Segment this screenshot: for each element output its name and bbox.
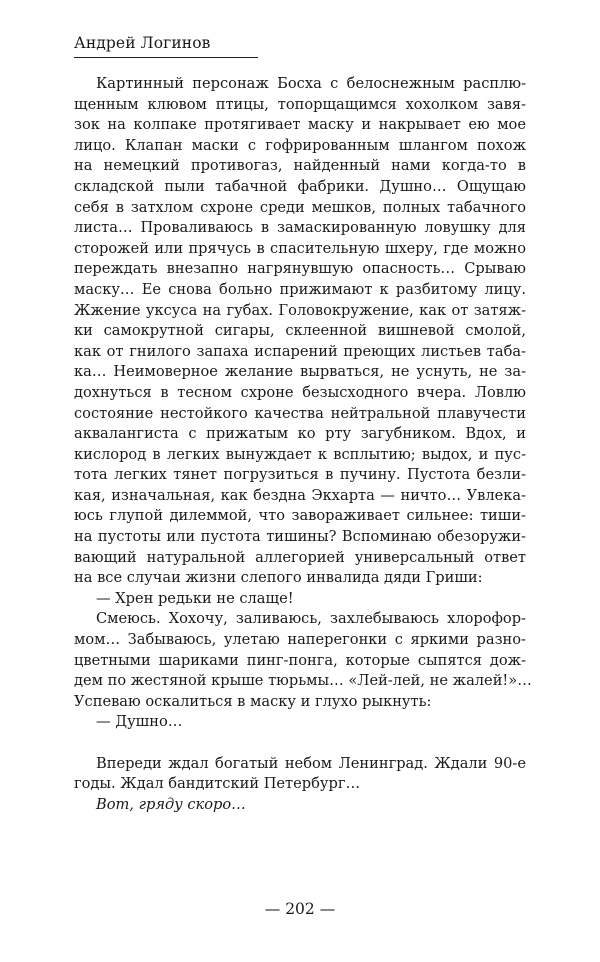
text-line: на немецкий противогаз, найденный нами когда-то в xyxy=(74,157,526,175)
text-line: Смеюсь. Хохочу, заливаюсь, захлебываюсь хлорофор- xyxy=(96,610,526,628)
text-line: лицо. Клапан маски с гофрированным шлангом похож xyxy=(74,136,526,154)
text-line: ка… Неимоверное желание вырваться, не уснуть, не за- xyxy=(74,363,526,381)
text-line: сторожей или прячусь в спасительную шхеру, где можно xyxy=(74,239,526,257)
dialogue-line: — Хрен редьки не слаще! xyxy=(96,589,294,607)
text-line: щенным клювом птицы, топорщащимся хохолком завя- xyxy=(74,95,526,113)
text-line: зок на колпаке протягивает маску и накрывает ею мое xyxy=(74,116,526,134)
text-line: кая, изначальная, как бездна Экхарта — ничто… Увлека- xyxy=(74,486,526,504)
text-line: Впереди ждал богатый небом Ленинград. Ждали 90-е xyxy=(96,754,526,772)
text-line: себя в затхлом схроне среди мешков, полных табачного xyxy=(74,198,526,216)
text-line: мом… Забываюсь, улетаю наперегонки с яркими разно- xyxy=(74,631,526,649)
text-line: листа… Проваливаюсь в замаскированную ловушку для xyxy=(74,219,526,237)
paragraph-3 xyxy=(74,609,532,712)
paragraph-5 xyxy=(74,754,526,795)
text-line: складской пыли табачной фабрики. Душно… Ощущаю xyxy=(74,177,526,195)
text-line: на пустоты или пустота тишины? Вспоминаю обезоружи- xyxy=(74,528,526,546)
paragraph-6-italic xyxy=(74,795,526,816)
paragraph-2-dialogue xyxy=(74,589,526,610)
text-line: кислород в легких вынуждает к всплытию; выдох, и пус- xyxy=(74,445,526,463)
text-line: ки самокрутной сигары, склеенной вишневой смолой, xyxy=(74,322,526,340)
text-line: состояние нестойкого качества нейтральной плавучести xyxy=(74,404,526,422)
text-line: аквалангиста с прижатым ко рту загубником. Вдох, и xyxy=(74,425,526,443)
text-line: маску… Ее снова больно прижимают к разбитому лицу. xyxy=(74,280,526,298)
body-text xyxy=(74,74,532,815)
dialogue-line: — Душно… xyxy=(96,713,183,731)
text-line: цветными шариками пинг-понга, которые сыпятся дож- xyxy=(74,651,526,669)
text-line: вающий натуральной аллегорией универсальный ответ xyxy=(74,548,526,566)
text-line: Жжение уксуса на губах. Головокружение, как от затяж- xyxy=(74,301,526,319)
running-head: Андрей Логинов xyxy=(74,34,211,52)
page-number: — 202 — xyxy=(264,900,336,918)
text-line: дохнуться в тесном схроне безысходного вчера. Ловлю xyxy=(74,383,526,401)
text-line: на все случаи жизни слепого инвалида дяди Гриши: xyxy=(74,569,483,587)
paragraph-1 xyxy=(74,74,526,589)
text-line: как от гнилого запаха испарений преющих листьев таба- xyxy=(74,342,526,360)
text-line: годы. Ждал бандитский Петербург… xyxy=(74,775,361,793)
text-line: переждать внезапно нагрянувшую опасность… Срываю xyxy=(74,260,526,278)
text-line: дем по жестяной крыше тюрьмы… «Лей-лей, не жалей!»… xyxy=(74,672,532,690)
text-line: Успеваю оскалиться в маску и глухо рыкнуть: xyxy=(74,692,432,710)
paragraph-4-dialogue xyxy=(74,712,526,733)
text-line: тота легких тянет погрузиться в пучину. Пустота безли- xyxy=(74,466,526,484)
italic-line: Вот, гряду скоро… xyxy=(96,795,246,813)
text-line: Картинный персонаж Босха с белоснежным расплю- xyxy=(96,75,526,92)
text-line: юсь глупой дилеммой, что завораживает сильнее: тиши- xyxy=(74,507,526,525)
book-page xyxy=(74,0,532,962)
section-break xyxy=(74,733,526,754)
header-rule xyxy=(74,57,258,58)
